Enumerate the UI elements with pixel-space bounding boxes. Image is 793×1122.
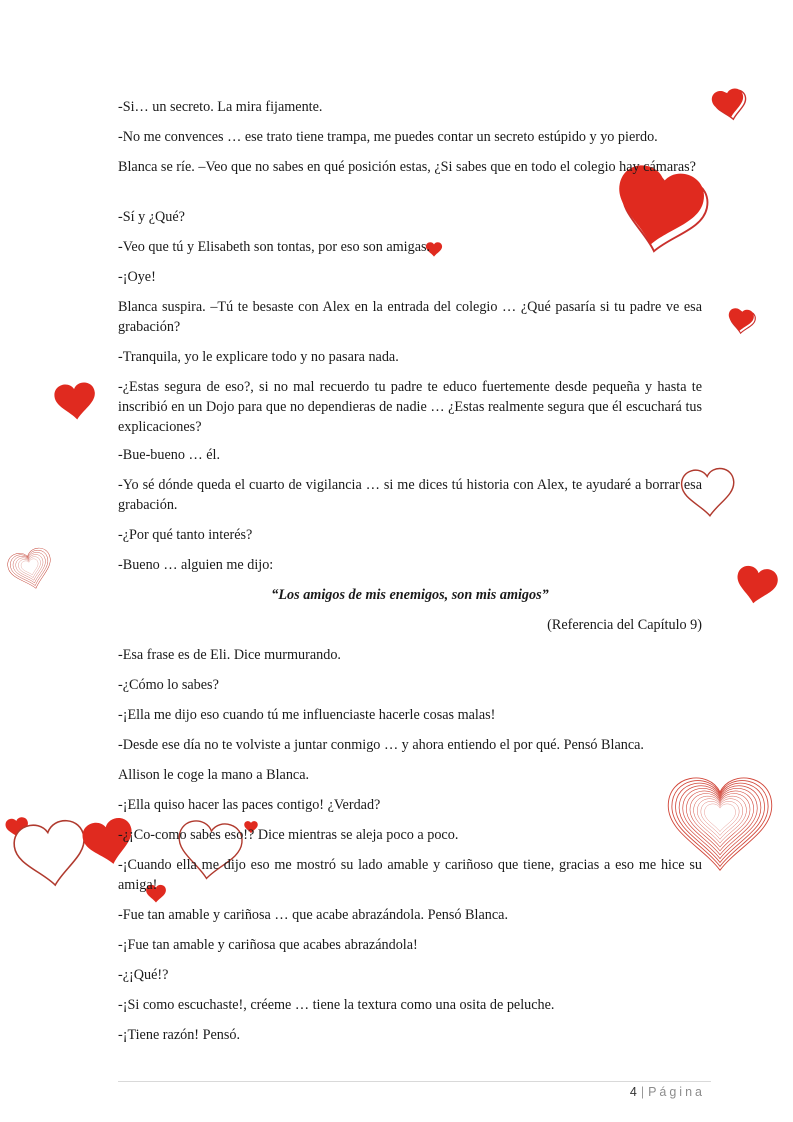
heart-red-icon — [733, 564, 779, 607]
paragraph: -Bue-bueno … él. — [118, 447, 221, 463]
page-footer — [630, 1085, 705, 1099]
heart-outline-icon — [12, 818, 90, 890]
paragraph: -¿Cómo lo sabes? — [118, 677, 219, 693]
paragraph: -¿Estas segura de eso?, si no mal recuerdo tu padre te educo fuertemente desde pequeña y hasta te inscribió en un Dojo para que no dependieras de nadie … ¿Estas realmente segura que él escuchará tus explicaciones? — [118, 379, 702, 435]
paragraph: Blanca se ríe. –Veo que no sabes en qué posición estas, ¿Si sabes que en todo el colegio hay cámaras? — [118, 159, 696, 175]
paragraph: -Esa frase es de Eli. Dice murmurando. — [118, 647, 341, 663]
footer-separator: | — [640, 1085, 645, 1099]
paragraph: -Veo que tú y Elisabeth son tontas, por eso son amigas. — [118, 239, 431, 255]
paragraph: -¡Tiene razón! Pensó. — [118, 1027, 241, 1043]
paragraph: -¡Ella me dijo eso cuando tú me influenciaste hacerle cosas malas! — [118, 707, 496, 723]
paragraph: -¿¡Co-como sabes eso!? Dice mientras se aleja poco a poco. — [118, 827, 459, 843]
paragraph: -¿¡Qué!? — [118, 967, 169, 983]
paragraph: -¡Fue tan amable y cariñosa que acabes abrazándola! — [118, 937, 418, 953]
paragraph: -¿Por qué tanto interés? — [118, 527, 253, 543]
paragraph: -Yo sé dónde queda el cuarto de vigilancia … si me dices tú historia con Alex, te ayudaré a borrar esa grabación. — [118, 477, 702, 513]
paragraph: Allison le coge la mano a Blanca. — [118, 767, 310, 783]
heart-swirl-icon — [5, 545, 57, 593]
chapter-reference: (Referencia del Capítulo 9) — [547, 617, 702, 633]
heart-small-icon — [726, 307, 756, 335]
paragraph: -¡Ella quiso hacer las paces contigo! ¿Verdad? — [118, 797, 381, 813]
paragraph: -¡Oye! — [118, 269, 156, 285]
paragraph: -Fue tan amable y cariñosa … que acabe abrazándola. Pensó Blanca. — [118, 907, 508, 923]
page-number: 4 — [629, 1085, 637, 1099]
heart-small-icon — [711, 87, 749, 123]
paragraph: -Bueno … alguien me dijo: — [118, 557, 274, 573]
paragraph: -Si… un secreto. La mira fijamente. — [118, 99, 323, 115]
footer-divider — [118, 1081, 711, 1082]
heart-red-icon — [53, 381, 97, 421]
paragraph: -¡Cuando ella me dijo eso me mostró su lado amable y cariñoso que tiene, gracias a eso me hice su amiga! — [118, 857, 702, 893]
paragraph: -¡Si como escuchaste!, créeme … tiene la textura como una osita de peluche. — [118, 997, 555, 1013]
paragraph: -Sí y ¿Qué? — [118, 209, 185, 225]
paragraph: -Desde ese día no te volviste a juntar conmigo … y ahora entiendo el por qué. Pensó Blanca. — [118, 737, 644, 753]
paragraph: Blanca suspira. –Tú te besaste con Alex en la entrada del colegio … ¿Qué pasaría si tu padre ve esa grabación? — [118, 299, 702, 335]
quote: “Los amigos de mis enemigos, son mis amigos” — [271, 587, 549, 603]
page-label: Página — [648, 1085, 705, 1099]
paragraph: -Tranquila, yo le explicare todo y no pasara nada. — [118, 349, 399, 365]
paragraph: -No me convences … ese trato tiene trampa, me puedes contar un secreto estúpido y yo pierdo. — [118, 129, 658, 145]
